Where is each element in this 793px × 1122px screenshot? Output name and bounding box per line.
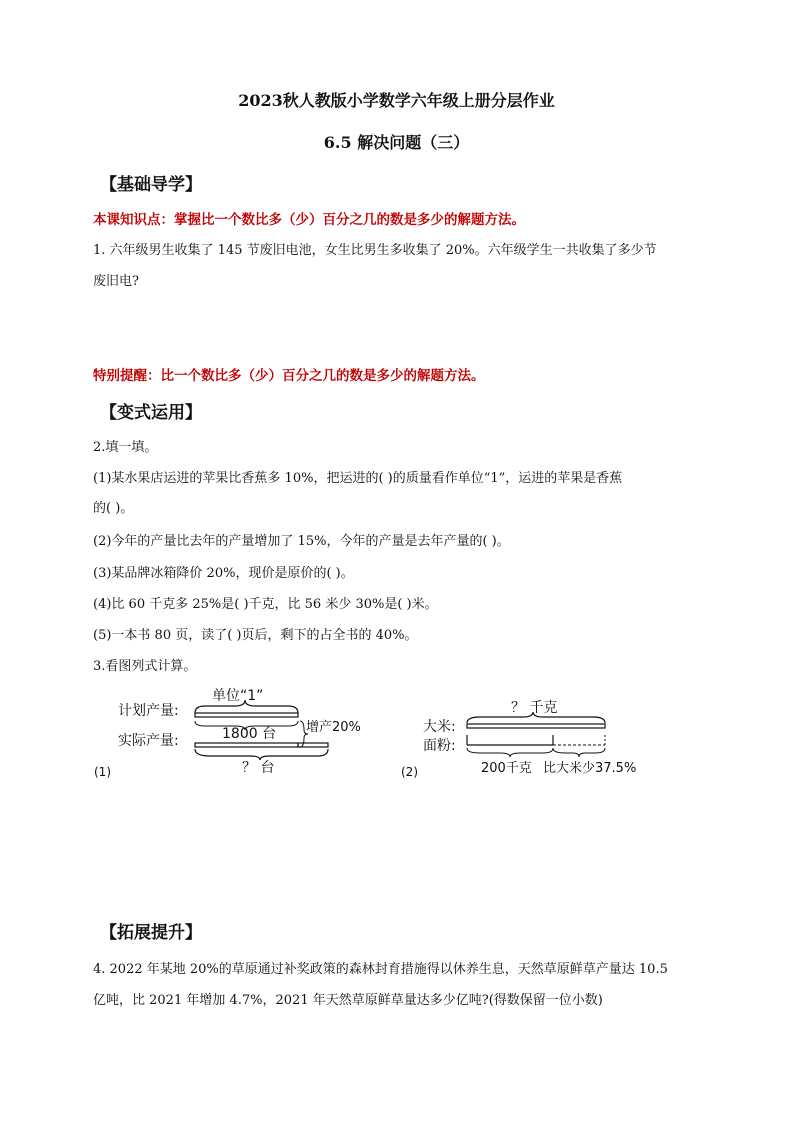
fig1-actual-bar-main [195, 743, 298, 747]
fig1-plan-label: 计划产量: [118, 703, 179, 719]
section-heading-basic: 【基础导学】 [100, 175, 202, 195]
knowledge-point: 本课知识点：掌握比一个数比多（少）百分之几的数是多少的解题方法。 [93, 212, 525, 228]
question-3-title: 3.看图列式计算。 [93, 659, 197, 674]
question-4-line-1: 4. 2022 年某地 20%的草原通过补奖政策的森林封育措施得以休养生息，天然草原鲜草产量达 10.5 [93, 962, 668, 977]
special-reminder: 特别提醒：比一个数比多（少）百分之几的数是多少的解题方法。 [93, 368, 485, 384]
question-2-3: (3)某品牌冰箱降价 20%，现价是原价的( )。 [93, 566, 354, 581]
page-title: 2023秋人教版小学数学六年级上册分层作业 [238, 91, 555, 110]
fig1-actual-label: 实际产量: [118, 733, 179, 749]
figure-1-line-diagram [90, 680, 380, 780]
fig1-bottom-brace [195, 749, 328, 760]
fig1-increase-label: 增产20% [306, 720, 361, 735]
question-1-line-1: 1. 六年级男生收集了 145 节废旧电池，女生比男生多收集了 20%。六年级学生一共收集了多少节 [93, 243, 657, 258]
fig1-number: (1) [94, 765, 111, 779]
question-2-5: (5)一本书 80 页，读了( )页后，剩下的占全书的 40%。 [93, 628, 418, 643]
question-4-line-2: 亿吨，比 2021 年增加 4.7%，2021 年天然草原鲜草量达多少亿吨?(得数保留一位小数) [93, 993, 603, 1008]
fig2-question-label: ？ 千克 [511, 700, 558, 716]
question-2-1-line-2: 的( )。 [93, 501, 134, 516]
fig1-question-label: ？ 台 [242, 760, 275, 776]
figure-2-line-diagram [395, 690, 675, 780]
fig2-bottom-brace-left [467, 748, 553, 757]
fig1-value-label: 1800 台 [222, 726, 277, 742]
fig1-unit-label: 单位“1” [212, 688, 264, 704]
fig2-flour-label: 面粉: [423, 738, 456, 754]
fig2-rice-label: 大米: [423, 719, 456, 735]
question-2-4: (4)比 60 千克多 25%是( )千克，比 56 米少 30%是( )米。 [93, 597, 438, 612]
fig2-rice-bar [467, 724, 605, 728]
question-2-1-line-1: (1)某水果店运进的苹果比香蕉多 10%，把运进的( )的质量看作单位“1”，运进的苹果是香蕉 [93, 471, 623, 486]
fig2-number: (2) [401, 765, 418, 779]
question-2-2: (2)今年的产量比去年的产量增加了 15%，今年的产量是去年产量的( )。 [93, 534, 510, 549]
fig2-bottom-brace-right [553, 748, 605, 757]
question-2-title: 2.填一填。 [93, 440, 158, 455]
fig1-plan-bar [195, 713, 298, 717]
section-heading-extension: 【拓展提升】 [100, 923, 202, 943]
fig2-less-label: 比大米少37.5% [543, 761, 637, 776]
question-1-line-2: 废旧电? [93, 274, 139, 289]
section-heading-practice: 【变式运用】 [100, 403, 202, 423]
fig2-value-label: 200千克 [481, 761, 532, 776]
page-subtitle: 6.5 解决问题（三） [323, 133, 470, 152]
